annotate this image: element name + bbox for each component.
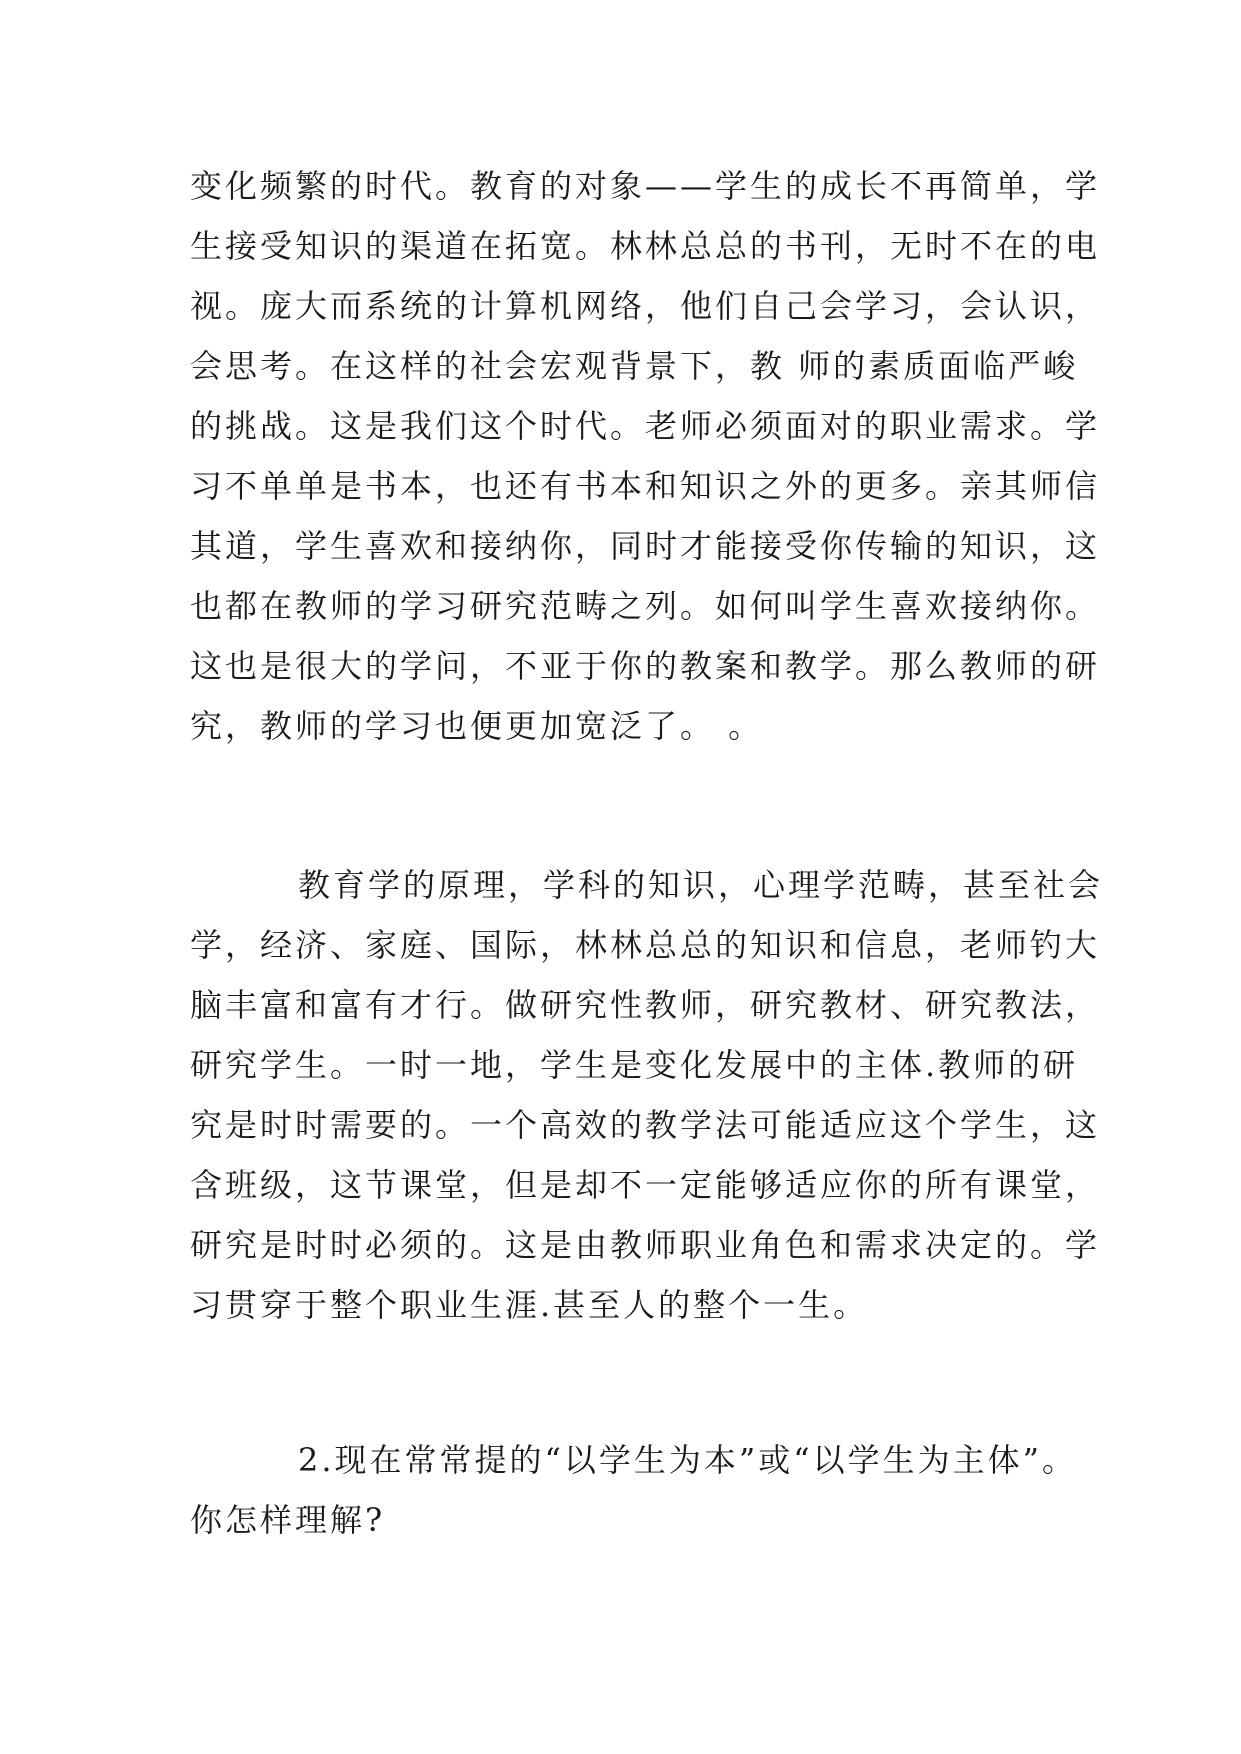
text-line: 2.现在常常提的“以学生为本”或“以学生为主体”。: [298, 1441, 1077, 1479]
text-line: 习不单单是书本，也还有书本和知识之外的更多。亲其师信: [190, 467, 1101, 505]
paragraph-1: [190, 156, 1101, 756]
text-line: 究是时时需要的。一个高效的教学法可能适应这个学生，这: [190, 1106, 1101, 1144]
text-line: 你怎样理解?: [190, 1501, 386, 1539]
text-line: 脑丰富和富有才行。做研究性教师，研究教材、研究教法，: [190, 986, 1101, 1024]
text-line: 究，教师的学习也便更加宽泛了。 。: [190, 707, 764, 745]
text-line: 变化频繁的时代。教育的对象——学生的成长不再简单，学: [190, 167, 1101, 205]
question-heading: [190, 1430, 1077, 1550]
text-line: 视。庞大而系统的计算机网络，他们自己会学习，会认识，: [190, 287, 1101, 325]
text-line: 也都在教师的学习研究范畴之列。如何叫学生喜欢接纳你。: [190, 587, 1101, 625]
text-line: 其道，学生喜欢和接纳你，同时才能接受你传输的知识，这: [190, 527, 1101, 565]
text-line: 习贯穿于整个职业生涯.甚至人的整个一生。: [190, 1286, 869, 1324]
text-line: 的挑战。这是我们这个时代。老师必须面对的职业需求。学: [190, 407, 1101, 445]
paragraph-2: [190, 855, 1104, 1335]
text-line: 含班级，这节课堂，但是却不一定能够适应你的所有课堂，: [190, 1166, 1101, 1204]
text-line: 学，经济、家庭、国际，林林总总的知识和信息，老师钓大: [190, 926, 1101, 964]
text-line: 这也是很大的学问，不亚于你的教案和教学。那么教师的研: [190, 647, 1101, 685]
text-line: 研究学生。一时一地，学生是变化发展中的主体.教师的研: [190, 1046, 1079, 1084]
text-line: 研究是时时必须的。这是由教师职业角色和需求决定的。学: [190, 1226, 1101, 1264]
text-line: 会思考。在这样的社会宏观背景下，教 师的素质面临严峻: [190, 347, 1079, 385]
text-line: 生接受知识的渠道在拓宽。林林总总的书刊，无时不在的电: [190, 227, 1101, 265]
text-line: 教育学的原理，学科的知识，心理学范畴，甚至社会: [298, 866, 1104, 904]
